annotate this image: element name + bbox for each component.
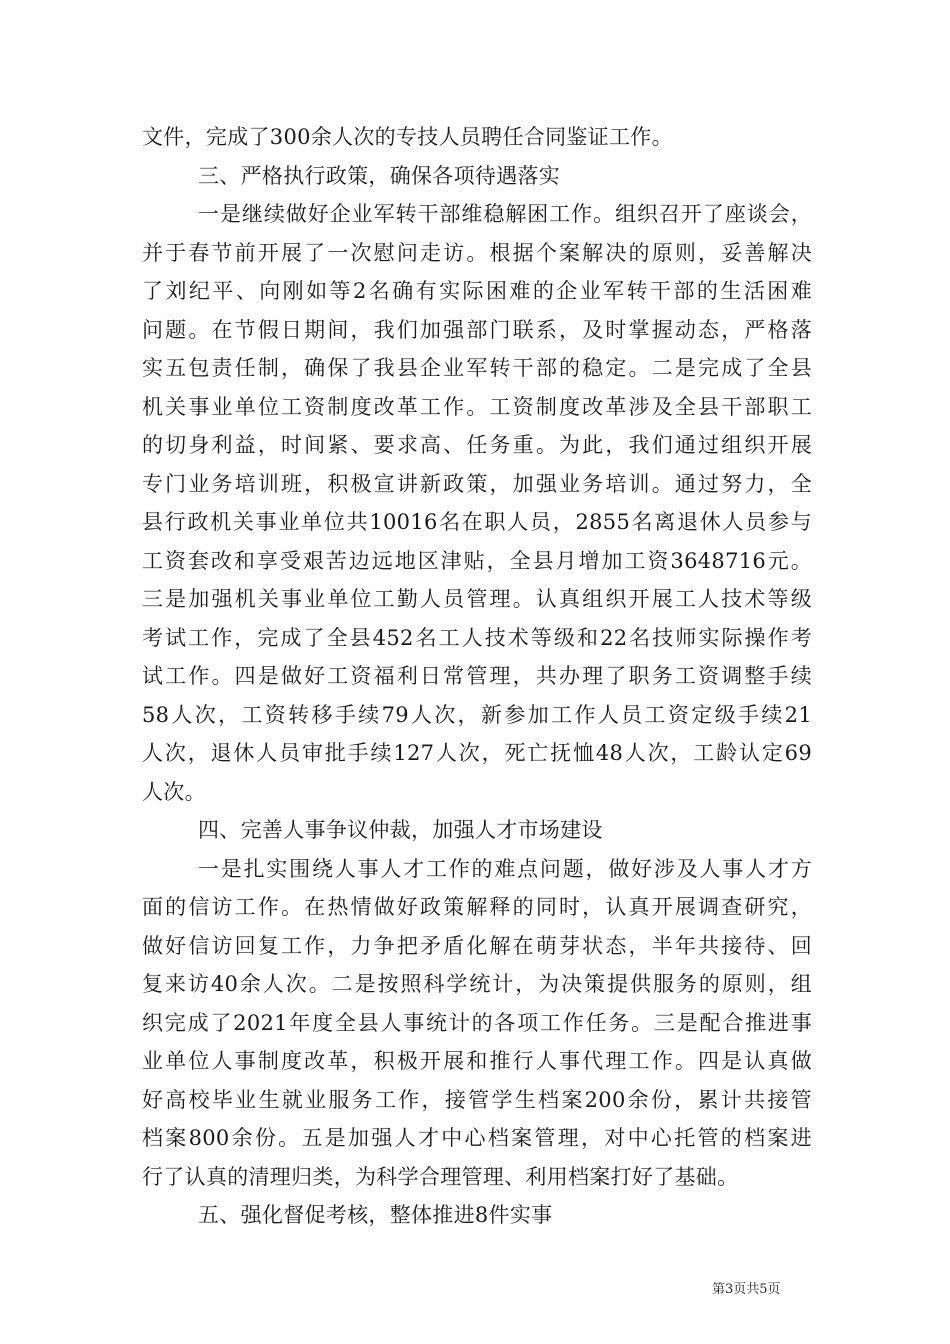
text-line: 一是扎实围绕人事人才工作的难点问题，做好涉及人事人才方 (198, 856, 812, 881)
text-line: 五、强化督促考核，整体推进8件实事 (198, 1203, 553, 1227)
text-line: 三、严格执行政策，确保各项待遇落实 (198, 163, 561, 188)
text-line: 四、完善人事争议仲裁，加强人才市场建设 (198, 818, 603, 842)
text-line: 试工作。四是做好工资福利日常管理，共办理了职务工资调整手续 (142, 664, 812, 688)
text-line: 好高校毕业生就业服务工作，接管学生档案200余份，累计共接管 (142, 1087, 812, 1112)
text-line: 58人次，工资转移手续79人次，新参加工作人员工资定级手续21 (142, 702, 812, 727)
text-line: 做好信访回复工作，力争把矛盾化解在萌芽状态，半年共接待、回 (142, 933, 812, 958)
text-line: 织完成了2021年度全县人事统计的各项工作任务。三是配合推进事 (142, 1010, 812, 1035)
text-line: 三是加强机关事业单位工勤人员管理。认真组织开展工人技术等级 (142, 587, 812, 611)
text-line: 面的信访工作。在热情做好政策解释的同时，认真开展调查研究， (142, 895, 812, 919)
text-line: 行了认真的清理归类，为科学合理管理、利用档案打好了基础。 (142, 1164, 739, 1189)
text-line: 机关事业单位工资制度改革工作。工资制度改革涉及全县干部职工 (142, 394, 812, 419)
text-line: 业单位人事制度改革，积极开展和推行人事代理工作。四是认真做 (142, 1049, 812, 1073)
page-number-footer: 第3页共5页 (712, 1282, 781, 1297)
text-line: 问题。在节假日期间，我们加强部门联系，及时掌握动态，严格落 (142, 317, 812, 342)
text-line: 工资套改和享受艰苦边远地区津贴，全县月增加工资3648716元。 (142, 548, 812, 573)
text-line: 实五包责任制，确保了我县企业军转干部的稳定。二是完成了全县 (142, 356, 812, 380)
text-line: 人次，退休人员审批手续127人次，死亡抚恤48人次，工龄认定69 (142, 741, 812, 765)
text-line: 专门业务培训班，积极宣讲新政策，加强业务培训。通过努力，全 (142, 471, 812, 496)
text-line: 并于春节前开展了一次慰问走访。根据个案解决的原则，妥善解决 (142, 240, 812, 265)
text-line: 文件，完成了300余人次的专技人员聘任合同鉴证工作。 (142, 125, 673, 149)
document-body (142, 118, 812, 1235)
text-line: 了刘纪平、向刚如等2名确有实际困难的企业军转干部的生活困难 (142, 279, 812, 303)
text-line: 县行政机关事业单位共10016名在职人员，2855名离退休人员参与 (142, 510, 812, 534)
text-line: 人次。 (142, 779, 206, 804)
text-line: 考试工作，完成了全县452名工人技术等级和22名技师实际操作考 (142, 625, 812, 650)
text-line: 一是继续做好企业军转干部维稳解困工作。组织召开了座谈会， (198, 202, 812, 226)
text-line: 的切身利益，时间紧、要求高、任务重。为此，我们通过组织开展 (142, 433, 812, 457)
text-line: 档案800余份。五是加强人才中心档案管理，对中心托管的档案进 (142, 1126, 812, 1150)
text-line: 复来访40余人次。二是按照科学统计，为决策提供服务的原则，组 (142, 972, 812, 996)
